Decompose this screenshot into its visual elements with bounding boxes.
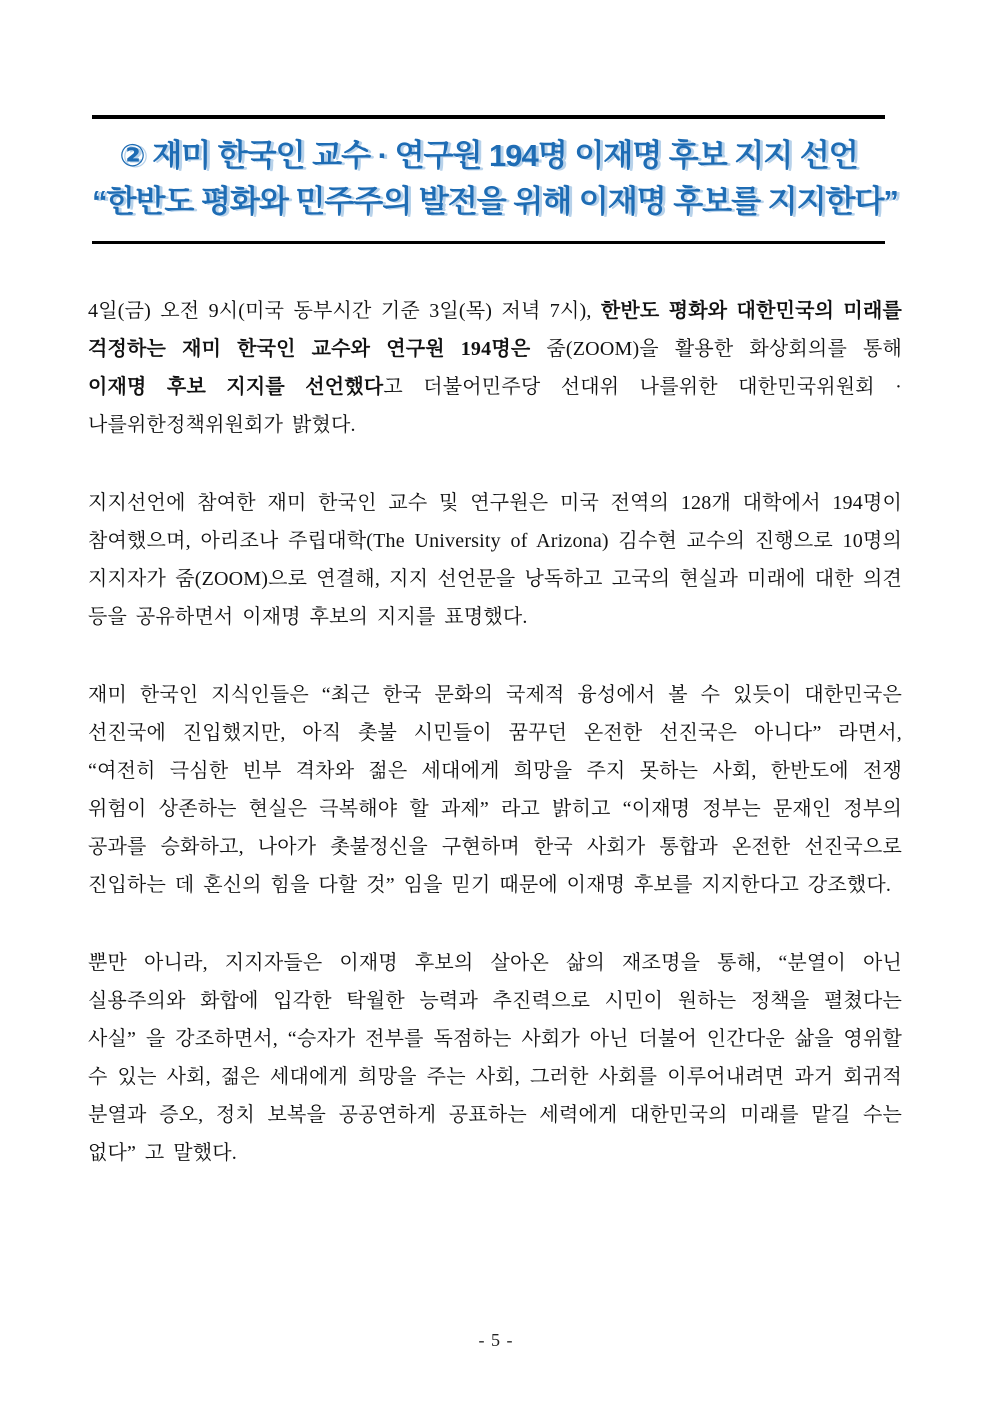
paragraph [88, 676, 902, 904]
document-body [88, 292, 902, 1212]
bold-text-run: 한반도 평화와 대한민국의 미래를 걱정하는 재미 한국인 교수와 연구원 194명은 [88, 300, 902, 360]
paragraph [88, 484, 902, 636]
text-run: 고 더불어민주당 선대위 나를위한 대한민국위원회 · 나를위한정책위원회가 밝혔다. [88, 376, 903, 436]
text-run: 재미 한국인 지식인들은 “최근 한국 문화의 국제적 융성에서 볼 수 있듯이 대한민국은 선진국에 진입했지만, 아직 촛불 시민들이 꿈꾸던 온전한 선진국은 아니다” 라면서, “여전히 극심한 빈부 격차와 젊은 세대에게 희망을 주지 못하는 사회, 한반도에 전쟁 위험이 상존하는 현실은 극복해야 할 과제” 라고 밝히고 “이재명 정부는 문재인 정부의 공과를 승화하고, 나아가 촛불정신을 구현하며 한국 사회가 통합과 온전한 선진국으로 진입하는 데 혼신의 힘을 다할 것” 임을 믿기 때문에 이재명 후보를 지지한다고 강조했다. [88, 684, 902, 896]
text-run: 줌(ZOOM)을 활용한 화상회의를 통해 [530, 338, 902, 360]
notice-title-line-1: ② 재미 한국인 교수 · 연구원 194명 이재명 후보 지지 선언 [119, 138, 858, 173]
notice-title-line-2: “한반도 평화와 민주주의 발전을 위해 이재명 후보를 지지한다” [92, 184, 898, 219]
text-run: 4일(금) 오전 9시(미국 동부시간 기준 3일(목) 저녁 7시), [88, 300, 601, 322]
paragraph [88, 292, 902, 444]
paragraph [88, 944, 902, 1172]
notice-header [92, 115, 898, 244]
text-run: 지지선언에 참여한 재미 한국인 교수 및 연구원은 미국 전역의 128개 대학에서 194명이 참여했으며, 아리조나 주립대학(The University of Arizona) 김수현 교수의 진행으로 10명의 지지자가 줌(ZOOM)으로 연결해, 지지 선언문을 낭독하고 고국의 현실과 미래에 대한 의견 등을 공유하면서 이재명 후보의 지지를 표명했다. [88, 492, 902, 628]
bold-text-run: 이재명 후보 지지를 선언했다 [88, 376, 384, 398]
page-number: - 5 - [478, 1330, 514, 1350]
text-run: 뿐만 아니라, 지지자들은 이재명 후보의 살아온 삶의 재조명을 통해, “분열이 아닌 실용주의와 화합에 입각한 탁월한 능력과 추진력으로 시민이 원하는 정책을 펼쳤다는 사실” 을 강조하면서, “승자가 전부를 독점하는 사회가 아닌 더불어 인간다운 삶을 영위할 수 있는 사회, 젊은 세대에게 희망을 주는 사회, 그러한 사회를 이루어내려면 과거 회귀적 분열과 증오, 정치 보복을 공공연하게 공표하는 세력에게 대한민국의 미래를 맡길 수는 없다” 고 말했다. [88, 952, 902, 1164]
